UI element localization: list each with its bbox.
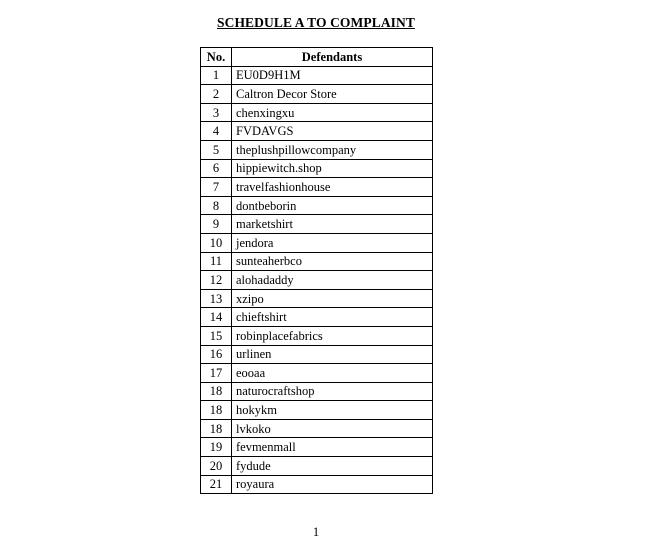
row-number: 3 [201,103,232,122]
row-number: 11 [201,252,232,271]
table-row [201,289,433,308]
defendant-name: hippiewitch.shop [232,159,433,178]
row-number: 16 [201,345,232,364]
defendant-name: marketshirt [232,215,433,234]
row-number: 12 [201,271,232,290]
row-number: 13 [201,289,232,308]
row-number: 19 [201,438,232,457]
defendant-name: naturocraftshop [232,382,433,401]
row-number: 5 [201,140,232,159]
defendant-name: lvkoko [232,419,433,438]
row-number: 21 [201,475,232,494]
defendant-name: fevmenmall [232,438,433,457]
row-number: 7 [201,178,232,197]
table-row [201,196,433,215]
row-number: 18 [201,401,232,420]
table-row [201,345,433,364]
table-row [201,401,433,420]
defendant-name: chenxingxu [232,103,433,122]
table-row [201,364,433,383]
row-number: 6 [201,159,232,178]
page-number: 1 [312,525,320,539]
defendant-name: urlinen [232,345,433,364]
table-row [201,419,433,438]
table-row [201,140,433,159]
defendant-name: hokykm [232,401,433,420]
row-number: 15 [201,326,232,345]
row-number: 8 [201,196,232,215]
defendant-name: Caltron Decor Store [232,85,433,104]
table-row [201,475,433,494]
table-row [201,159,433,178]
column-header-no: No. [201,48,232,67]
table-row [201,308,433,327]
defendant-name: chieftshirt [232,308,433,327]
table-body [201,66,433,494]
table-row [201,122,433,141]
defendant-name: sunteaherbco [232,252,433,271]
defendant-name: jendora [232,233,433,252]
table-row [201,457,433,476]
row-number: 4 [201,122,232,141]
row-number: 2 [201,85,232,104]
defendant-name: xzipo [232,289,433,308]
table-row [201,103,433,122]
table-row [201,252,433,271]
column-header-defendants: Defendants [232,48,433,67]
row-number: 1 [201,66,232,85]
table-row [201,66,433,85]
table-header-row [201,48,433,67]
defendant-name: royaura [232,475,433,494]
table-row [201,215,433,234]
table-row [201,382,433,401]
table-row [201,178,433,197]
table-row [201,233,433,252]
table-row [201,85,433,104]
document-title: SCHEDULE A TO COMPLAINT [217,15,415,30]
defendant-name: fydude [232,457,433,476]
table-row [201,326,433,345]
defendant-name: robinplacefabrics [232,326,433,345]
defendant-name: dontbeborin [232,196,433,215]
row-number: 9 [201,215,232,234]
defendant-name: eooaa [232,364,433,383]
defendant-name: travelfashionhouse [232,178,433,197]
defendants-table [200,47,433,494]
row-number: 18 [201,419,232,438]
row-number: 14 [201,308,232,327]
table-row [201,438,433,457]
row-number: 20 [201,457,232,476]
defendant-name: alohadaddy [232,271,433,290]
defendant-name: theplushpillowcompany [232,140,433,159]
row-number: 10 [201,233,232,252]
row-number: 18 [201,382,232,401]
table-row [201,271,433,290]
defendant-name: FVDAVGS [232,122,433,141]
defendant-name: EU0D9H1M [232,66,433,85]
row-number: 17 [201,364,232,383]
